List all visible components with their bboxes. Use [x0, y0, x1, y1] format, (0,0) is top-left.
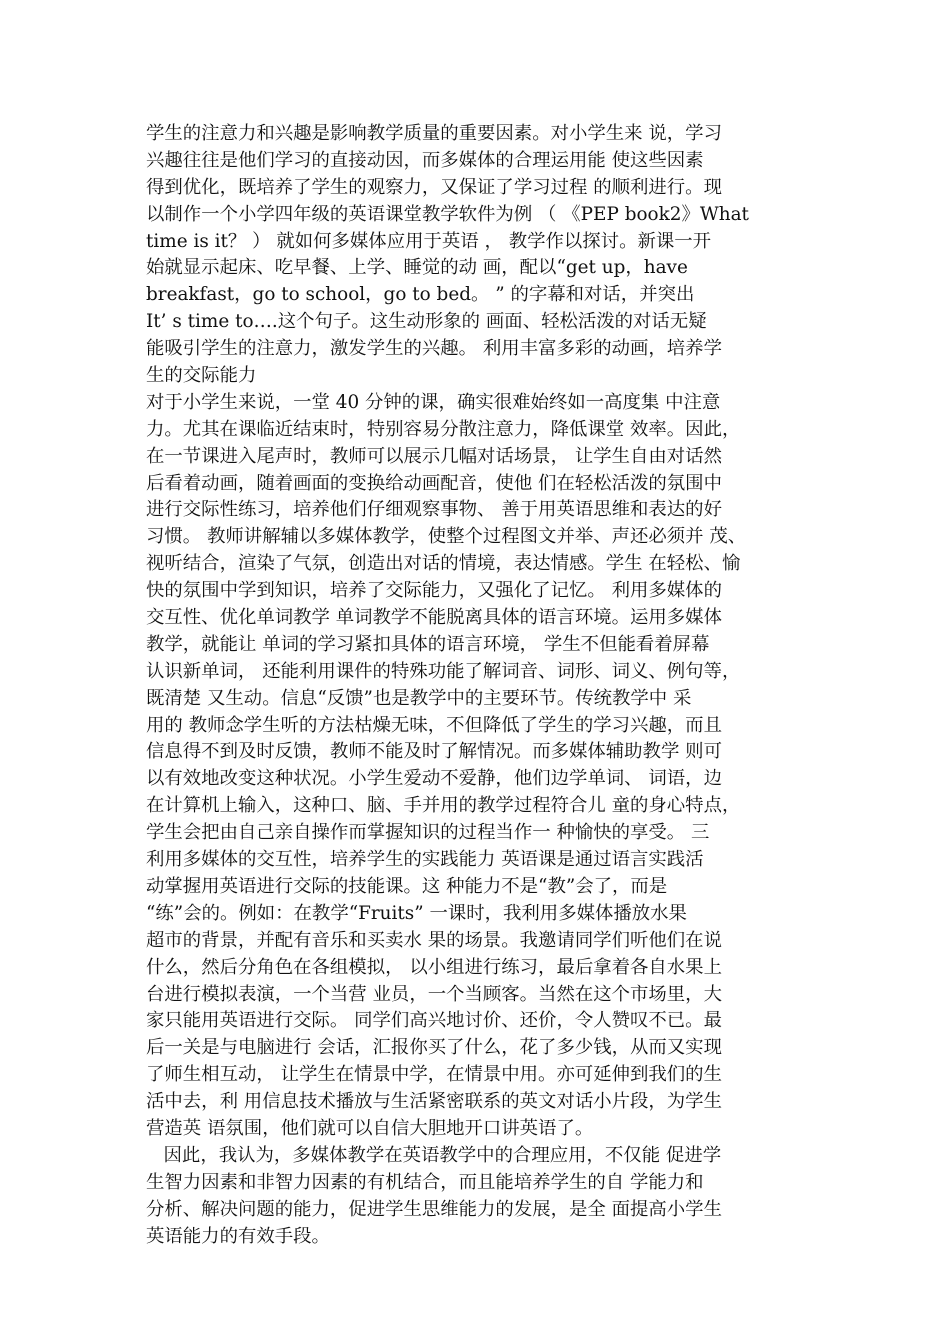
text-line: 习惯。 教师讲解辅以多媒体教学，使整个过程图文并举、声还必须并 茂、	[146, 526, 747, 548]
text-line: 以制作一个小学四年级的英语课堂教学软件为例 （ 《PEP book2》What	[146, 203, 749, 225]
text-line: 进行交际性练习，培养他们仔细观察事物、 善于用英语思维和表达的好	[146, 499, 722, 521]
text-line: 生的交际能力	[146, 365, 257, 387]
text-line: 活中去，利 用信息技术播放与生活紧密联系的英文对话小片段，为学生	[146, 1091, 722, 1113]
text-line: 分析、解决问题的能力，促进学生思维能力的发展，是全 面提高小学生	[146, 1198, 722, 1220]
text-line: 英语能力的有效手段。	[146, 1225, 330, 1247]
text-line: time is it？ ） 就如何多媒体应用于英语 ， 教学作以探讨。新课一开	[146, 230, 712, 252]
text-line: 在一节课进入尾声时，教师可以展示几幅对话场景， 让学生自由对话然	[146, 445, 722, 467]
text-line: 教学，就能让 单词的学习紧扣具体的语言环境， 学生不但能看着屏幕	[146, 633, 710, 655]
text-line: 什么，然后分角色在各组模拟， 以小组进行练习，最后拿着各自水果上	[146, 956, 722, 978]
text-line: breakfast，go to school，go to bed。 ” 的字幕和对话，并突出	[146, 284, 695, 306]
text-line: 因此，我认为，多媒体教学在英语教学中的合理应用，不仅能 促进学	[146, 1144, 722, 1166]
text-line: 力。尤其在课临近结束时，特别容易分散注意力，降低课堂 效率。因此，	[146, 418, 741, 440]
text-line: 后一关是与电脑进行 会话，汇报你买了什么，花了多少钱，从而又实现	[146, 1037, 722, 1059]
text-line: 学生会把由自己亲自操作而掌握知识的过程当作一 种愉快的享受。 三	[146, 822, 710, 844]
text-line: 得到优化，既培养了学生的观察力，又保证了学习过程 的顺利进行。现	[146, 176, 722, 198]
article-body	[146, 121, 814, 1250]
text-line: 了师生相互动， 让学生在情景中学，在情景中用。亦可延伸到我们的生	[146, 1064, 722, 1086]
text-line: 始就显示起床、吃早餐、上学、睡觉的动 画，配以“get up，have	[146, 257, 688, 279]
text-line: 用的 教师念学生听的方法枯燥无味，不但降低了学生的学习兴趣，而且	[146, 714, 722, 736]
text-line: 家只能用英语进行交际。 同学们高兴地讨价、还价，令人赞叹不已。最	[146, 1010, 722, 1032]
text-line: 超市的背景，并配有音乐和买卖水 果的场景。我邀请同学们听他们在说	[146, 929, 722, 951]
text-line: 认识新单词， 还能利用课件的特殊功能了解词音、词形、词义、例句等，	[146, 660, 741, 682]
text-line: 视听结合，渲染了气氛，创造出对话的情境，表达情感。学生 在轻松、愉	[146, 553, 741, 575]
text-line: 动掌握用英语进行交际的技能课。这 种能力不是“教”会了，而是	[146, 875, 668, 897]
text-line: “练”会的。例如：在教学“Fruits” 一课时，我利用多媒体播放水果	[146, 902, 687, 924]
text-line: 交互性、优化单词教学 单词教学不能脱离具体的语言环境。运用多媒体	[146, 607, 722, 629]
text-line: 后看着动画，随着画面的变换给动画配音，使他 们在轻松活泼的氛围中	[146, 472, 722, 494]
text-line: 能吸引学生的注意力，激发学生的兴趣。 利用丰富多彩的动画，培养学	[146, 338, 722, 360]
text-line: 学生的注意力和兴趣是影响教学质量的重要因素。对小学生来 说，学习	[146, 123, 722, 144]
text-line: 生智力因素和非智力因素的有机结合，而且能培养学生的自 学能力和	[146, 1171, 704, 1193]
text-line: 快的氛围中学到知识，培养了交际能力，又强化了记忆。 利用多媒体的	[146, 580, 722, 602]
text-line: 营造英 语氛围，他们就可以自信大胆地开口讲英语了。	[146, 1117, 594, 1139]
text-line: 在计算机上输入，这种口、脑、手并用的教学过程符合儿 童的身心特点，	[146, 795, 741, 817]
text-line: 对于小学生来说，一堂 40 分钟的课，确实很难始终如一高度集 中注意	[146, 391, 721, 413]
text-line: 利用多媒体的交互性，培养学生的实践能力 英语课是通过语言实践活	[146, 849, 704, 871]
text-line: 以有效地改变这种状况。小学生爱动不爱静，他们边学单词、 词语，边	[146, 768, 722, 790]
text-line: 既清楚 又生动。信息“反馈”也是教学中的主要环节。传统教学中 采	[146, 687, 692, 709]
text-line: 台进行模拟表演，一个当营 业员，一个当顾客。当然在这个市场里，大	[146, 983, 722, 1005]
text-line: It’ s time to….这个句子。这生动形象的 画面、轻松活泼的对话无疑	[146, 311, 707, 333]
text-line: 兴趣往往是他们学习的直接动因，而多媒体的合理运用能 使这些因素	[146, 149, 704, 171]
text-line: 信息得不到及时反馈，教师不能及时了解情况。而多媒体辅助教学 则可	[146, 741, 722, 763]
